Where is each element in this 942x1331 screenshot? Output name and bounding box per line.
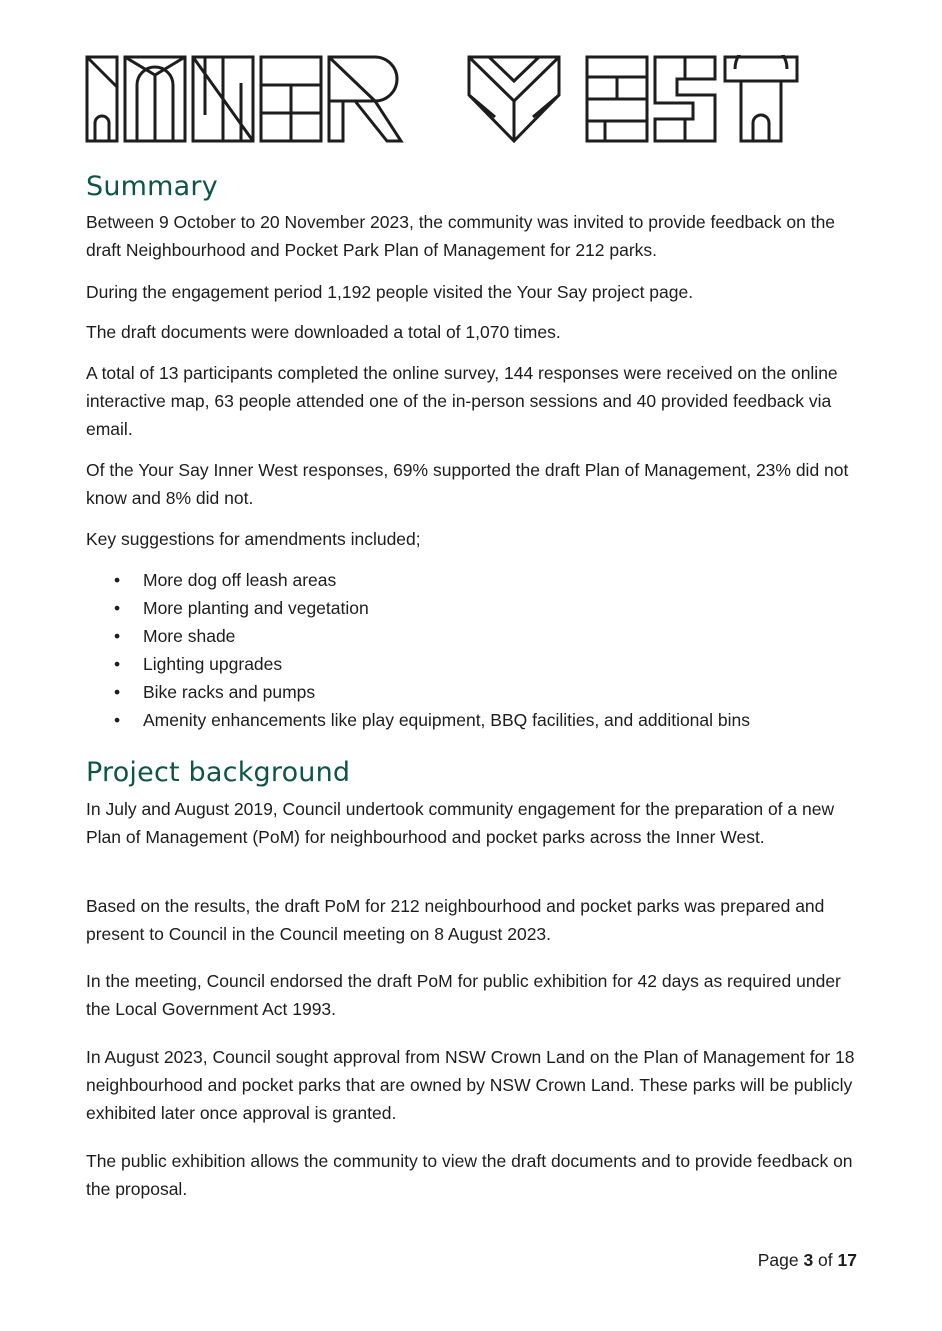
background-paragraph-2: Based on the results, the draft PoM for 212 neighbourhood and pocket parks was prepared and present to Council in the Council meeting on 8 August 2023.	[86, 896, 825, 944]
summary-paragraph-1: Between 9 October to 20 November 2023, the community was invited to provide feedback on the draft Neighbourhood and Pocket Park Plan of Management for 212 parks.	[86, 212, 836, 260]
logo-letter-e1	[261, 57, 321, 141]
summary-paragraph-6: Key suggestions for amendments included;	[86, 529, 421, 549]
list-item: • More dog off leash areas	[114, 570, 337, 590]
of-word: of	[818, 1250, 833, 1270]
list-item: • Bike racks and pumps	[114, 682, 316, 702]
logo-letter-s	[655, 57, 715, 141]
summary-paragraph-3: The draft documents were downloaded a total of 1,070 times.	[86, 322, 561, 342]
logo-letter-r	[329, 57, 401, 141]
page-word: Page	[757, 1250, 799, 1270]
total-pages: 17	[837, 1250, 857, 1270]
summary-paragraph-5: Of the Your Say Inner West responses, 69% supported the draft Plan of Management, 23% did not know and 8% did not.	[86, 460, 849, 508]
project-background-heading: Project background	[86, 757, 351, 788]
background-paragraph-3: In the meeting, Council endorsed the draft PoM for public exhibition for 42 days as required under the Local Government Act 1993.	[86, 971, 841, 1019]
list-item: • More planting and vegetation	[114, 598, 369, 618]
logo-letter-e2	[587, 57, 647, 141]
list-item: • More shade	[114, 626, 236, 646]
key-suggestions-list	[86, 566, 862, 734]
background-paragraph-5: The public exhibition allows the community to view the draft documents and to provide feedback on the proposal.	[86, 1151, 853, 1199]
summary-paragraph-4: A total of 13 participants completed the online survey, 144 responses were received on the online interactive map, 63 people attended one of the in-person sessions and 40 provided feedback via email.	[86, 363, 838, 439]
page-number	[758, 1250, 857, 1271]
inner-west-logo	[85, 55, 801, 143]
summary-paragraph-2: During the engagement period 1,192 people visited the Your Say project page.	[86, 282, 694, 302]
logo-letter-i	[87, 57, 117, 141]
list-item: • Lighting upgrades	[114, 654, 283, 674]
current-page: 3	[803, 1250, 814, 1270]
logo-letter-w	[469, 57, 559, 141]
logo-letter-t	[725, 55, 797, 141]
background-paragraph-4: In August 2023, Council sought approval from NSW Crown Land on the Plan of Management for 18 neighbourhood and pocket parks that are owned by NSW Crown Land. These parks will be publicly exhibited later once approval is granted.	[86, 1047, 855, 1123]
summary-heading: Summary	[86, 171, 218, 202]
logo-letter-n1	[125, 57, 185, 141]
list-item: • Amenity enhancements like play equipment, BBQ facilities, and additional bins	[114, 710, 751, 730]
background-paragraph-1: In July and August 2019, Council undertook community engagement for the preparation of a new Plan of Management (PoM) for neighbourhood and pocket parks across the Inner West.	[86, 799, 835, 847]
logo-letter-n2	[193, 57, 253, 141]
